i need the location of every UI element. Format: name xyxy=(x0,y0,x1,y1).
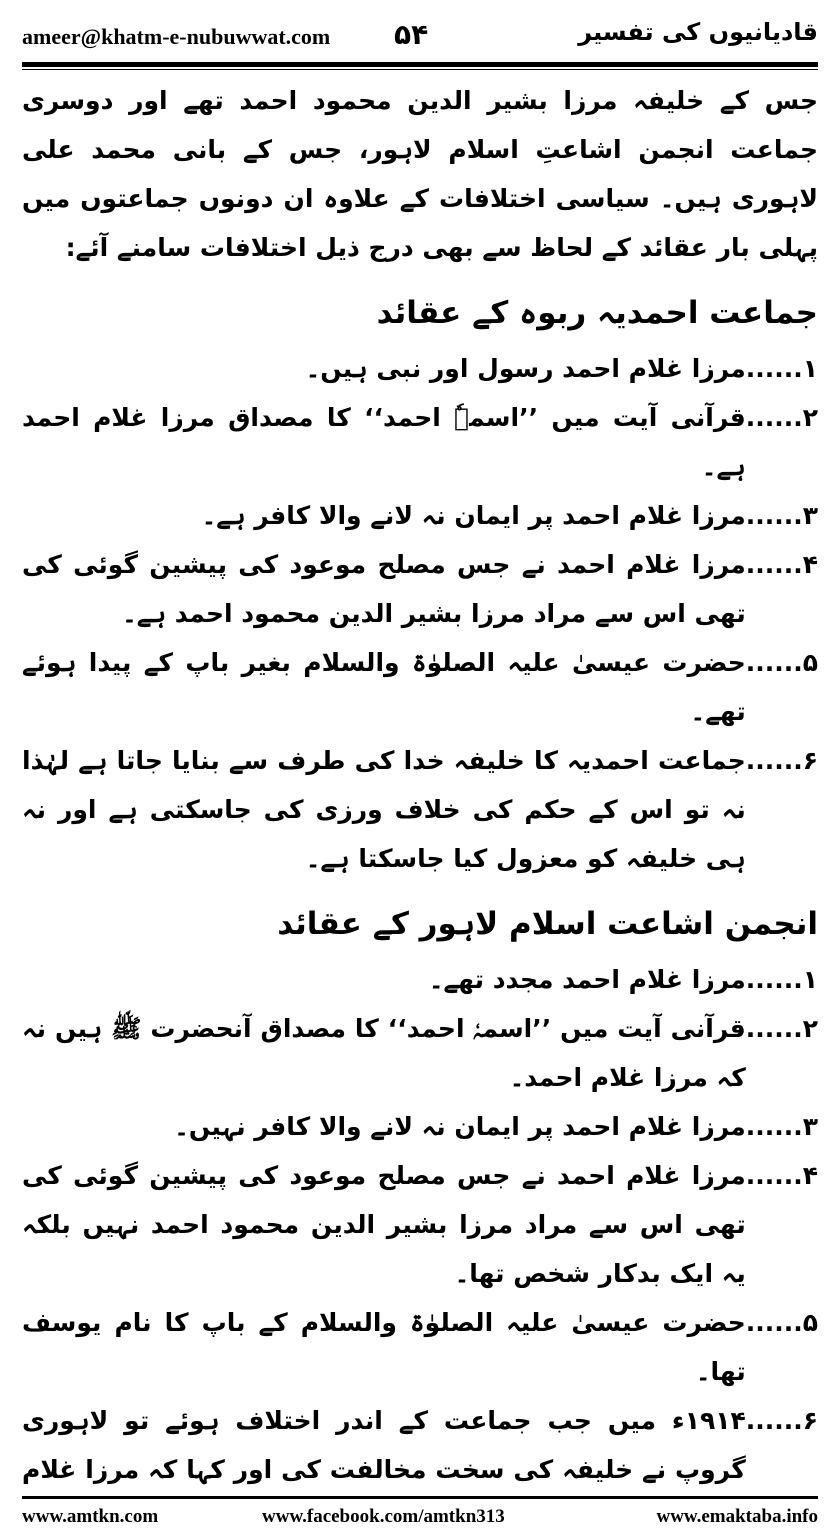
page-footer xyxy=(22,1506,818,1534)
header-email: ameer@khatm-e-nubuwwat.com xyxy=(22,24,331,49)
item-number: ۶...... xyxy=(745,1406,818,1435)
item-number: ۴...... xyxy=(745,550,818,579)
list-item xyxy=(22,393,818,491)
list-item xyxy=(22,344,818,393)
footer-link-emaktaba[interactable]: www.emaktaba.info xyxy=(656,1506,818,1527)
item-text: مرزا غلام احمد پر ایمان نہ لانے والا کافر نہیں۔ xyxy=(174,1112,746,1141)
item-number: ۵...... xyxy=(745,648,818,677)
item-number: ۵...... xyxy=(745,1308,818,1337)
item-text: حضرت عیسیٰ علیہ الصلوٰۃ والسلام بغیر باپ کے پیدا ہوئے تھے۔ xyxy=(22,648,746,726)
item-text: مرزا غلام احمد مجدد تھے۔ xyxy=(428,965,746,994)
list-item xyxy=(22,736,818,883)
item-text: جماعت احمدیہ کا خلیفہ خدا کی طرف سے بنایا جاتا ہے لہٰذا نہ تو اس کے حکم کی خلاف ورزی کی جاسکتی ہے اور نہ ہی خلیفہ کو معزول کیا جاسکتا ہے۔ xyxy=(22,746,746,873)
section-heading-lahore: انجمن اشاعت اسلام لاہور کے عقائد xyxy=(277,906,818,942)
list-item xyxy=(22,491,818,540)
footer-link-amtkn[interactable]: www.amtkn.com xyxy=(22,1506,159,1527)
item-text: مرزا غلام احمد نے جس مصلح موعود کی پیشین گوئی کی تھی اس سے مراد مرزا بشیر الدین محمود احمد نہیں بلکہ یہ ایک بدکار شخص تھا۔ xyxy=(22,1161,746,1288)
item-text: مرزا غلام احمد پر ایمان نہ لانے والا کافر ہے۔ xyxy=(201,501,746,530)
list-item xyxy=(22,1396,818,1491)
section-heading-rabwah: جماعت احمدیہ ربوہ کے عقائد xyxy=(376,295,818,331)
list-item xyxy=(22,540,818,638)
list-item xyxy=(22,638,818,736)
item-number: ۱...... xyxy=(745,965,818,994)
page-content xyxy=(22,76,818,1491)
header-rule-thin xyxy=(22,69,818,70)
lahore-beliefs-list xyxy=(22,955,818,1491)
item-number: ۲...... xyxy=(745,1014,818,1043)
item-number: ۴...... xyxy=(745,1161,818,1190)
item-number: ۱...... xyxy=(745,354,818,383)
item-number: ۳...... xyxy=(745,501,818,530)
item-number: ۶...... xyxy=(745,746,818,775)
rabwah-beliefs-list xyxy=(22,344,818,883)
list-item xyxy=(22,1298,818,1396)
item-text: ۱۹۱۴ء میں جب جماعت کے اندر اختلاف ہوئے تو لاہوری گروپ نے خلیفہ کی سخت مخالفت کی اور کہا کہ مرزا غلام xyxy=(22,1406,746,1484)
page-header xyxy=(22,14,818,58)
header-rule-thick xyxy=(22,62,818,67)
list-item xyxy=(22,955,818,1004)
book-title: قادیانیوں کی تفسیر xyxy=(578,18,818,46)
item-number: ۳...... xyxy=(745,1112,818,1141)
page-number: ۵۴ xyxy=(394,18,429,51)
footer-rule xyxy=(22,1496,818,1499)
item-text: قرآنی آیت میں ’’اسمہٗ احمد‘‘ کا مصداق آنحضرت ﷺ ہیں نہ کہ مرزا غلام احمد۔ xyxy=(22,1014,746,1092)
item-text: مرزا غلام احمد رسول اور نبی ہیں۔ xyxy=(305,354,746,383)
list-item xyxy=(22,1151,818,1298)
item-text: مرزا غلام احمد نے جس مصلح موعود کی پیشین گوئی کی تھی اس سے مراد مرزا بشیر الدین محمود احمد ہے۔ xyxy=(22,550,746,628)
item-number: ۲...... xyxy=(745,403,818,432)
intro-paragraph: جس کے خلیفہ مرزا بشیر الدین محمود احمد تھے اور دوسری جماعت انجمن اشاعتِ اسلام لاہور، جس کے بانی محمد علی لاہوری ہیں۔ سیاسی اختلافات کے علاوہ ان دونوں جماعتوں میں پہلی بار عقائد کے لحاظ سے بھی درج ذیل اختلافات سامنے آئے: xyxy=(22,86,818,262)
list-item xyxy=(22,1102,818,1151)
item-text: قرآنی آیت میں ’’اسمہٗ احمد‘‘ کا مصداق مرزا غلام احمد ہے۔ xyxy=(22,403,746,481)
footer-link-facebook[interactable]: www.facebook.com/amtkn313 xyxy=(262,1506,505,1527)
list-item xyxy=(22,1004,818,1102)
item-text: حضرت عیسیٰ علیہ الصلوٰۃ والسلام کے باپ کا نام یوسف تھا۔ xyxy=(22,1308,746,1386)
